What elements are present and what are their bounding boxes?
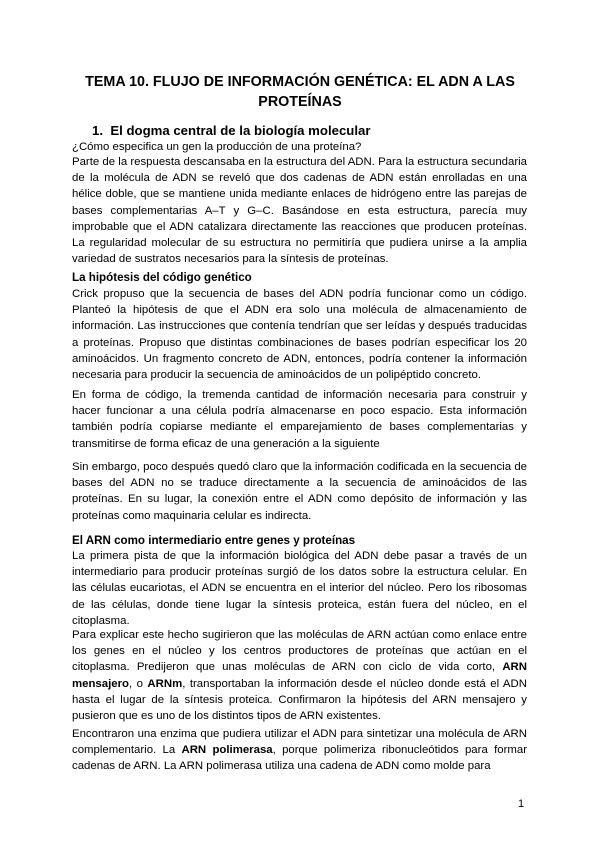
paragraph-messenger-rna: [72, 627, 527, 724]
section-title: El dogma central de la biología molecular: [110, 123, 371, 138]
paragraph-dna-structure: Parte de la respuesta descansaba en la estructura del ADN. Para la estructura secundaria de la molécula de ADN se reveló que dos cadenas de ADN están enrolladas en una hélice doble, que se mantiene unida mediante enlaces de hidrógeno entre las parejas de bases complementarias A–T y G–C. Basándose en esta estructura, parecía muy improbable que el ADN catalizara directamente las reacciones que producen proteínas. La regularidad molecular de su estructura no permitiría que pudiera unirse a la amplia variedad de sustratos necesarios para la síntesis de proteínas.: [72, 156, 527, 266]
section-heading: [92, 123, 370, 138]
page-number: 1: [518, 798, 525, 810]
subheading-rna-intermediary: El ARN como intermediario entre genes y proteínas: [72, 534, 356, 547]
paragraph-cell-structure: La primera pista de que la información biológica del ADN debe pasar a través de un intermediario para producir proteínas surgió de los datos sobre la estructura celular. En las células eucariotas, el ADN se encuentra en el interior del núcleo. Pero los ribosomas de las células, donde tiene lugar la síntesis proteica, están fuera del núcleo, en el citoplasma.: [72, 550, 527, 627]
question-line: ¿Cómo especifica un gen la producción de una proteína?: [72, 141, 362, 153]
paragraph-text-part: , transportaban la información desde el núcleo donde está el ADN hasta el lugar de la síntesis proteica. Confirmaron la hipótesis del ARN mensajero y pusieron que es uno de los distintos tipos de ARN existentes.: [72, 677, 527, 723]
paragraph-code-storage: En forma de código, la tremenda cantidad de información necesaria para construir y hacer funcionar a una célula podría almacenarse en poco espacio. Esta información también podría copiarse mediante el emparejamiento de bases complementarias y transmitirse de forma eficaz de una generación a la siguiente: [72, 389, 527, 450]
paragraph-text-part: , o: [128, 677, 148, 690]
term-arnm: ARNm: [147, 677, 183, 690]
paragraph-text-part: Para explicar este hecho sugirieron que las moléculas de ARN actúan como enlace entre los genes en el núcleo y los centros productores de proteínas que actúan en el citoplasma. Predijeron que unas moléculas de ARN con ciclo de vida corto,: [72, 629, 527, 674]
subheading-genetic-code: La hipótesis del código genético: [72, 271, 252, 284]
paragraph-indirect-connection: Sin embargo, poco después quedó claro que la información codificada en la secuencia de bases del ADN no se traduce directamente a la secuencia de aminoácidos de las proteínas. En su lugar, la conexión entre el ADN como depósito de información y las proteínas como maquinaria celular es indirecta.: [72, 461, 527, 522]
term-arn-mensajero: ARN mensajero: [72, 661, 527, 690]
paragraph-crick-hypothesis: Crick propuso que la secuencia de bases del ADN podría funcionar como un código. Planteó la hipótesis de que el ADN era solo una molécula de almacenamiento de información. Las instrucciones que contenía tendrían que ser leídas y después traducidas a proteínas. Propuso que distintas combinaciones de bases podrían especificar los 20 aminoácidos. Un fragmento concreto de ADN, entonces, podría contener la información necesaria para producir la secuencia de aminoácidos de un polipéptido concreto.: [72, 288, 527, 382]
page-title: TEMA 10. FLUJO DE INFORMACIÓN GENÉTICA: EL ADN A LAS PROTEÍNAS: [85, 74, 515, 110]
paragraph-rna-polymerase: [72, 726, 527, 775]
section-number: 1.: [92, 123, 103, 138]
paragraph-text-part: Encontraron una enzima que pudiera utilizar el ADN para sintetizar una molécula de ARN complementario. La: [72, 728, 527, 757]
paragraph-text-part: , porque polimeriza ribonucleótidos para formar cadenas de ARN. La ARN polimerasa utiliza una cadena de ADN como molde para: [72, 744, 527, 773]
term-arn-polimerasa: ARN polimerasa: [181, 744, 273, 757]
